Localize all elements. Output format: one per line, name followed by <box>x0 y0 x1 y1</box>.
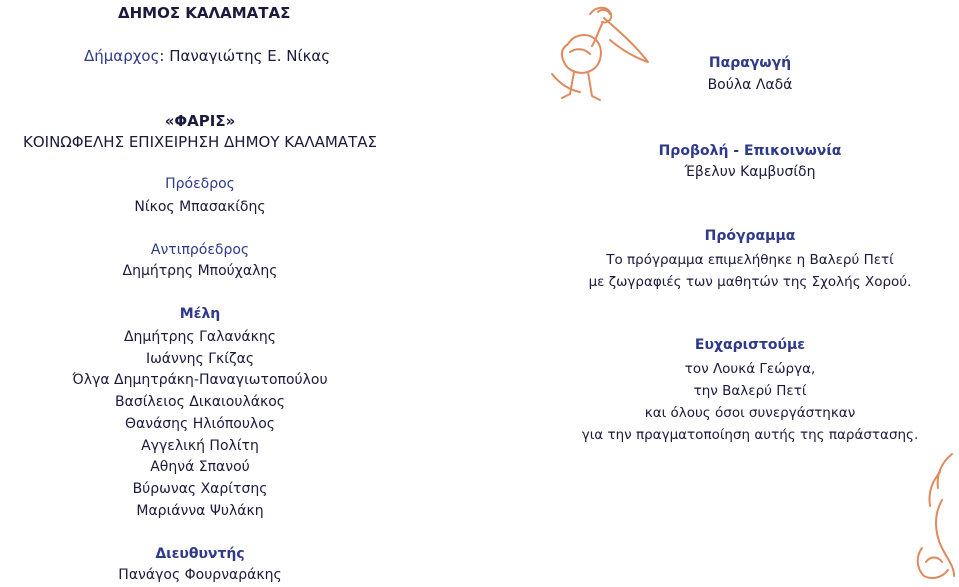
members-list <box>0 327 400 522</box>
director-label: Διευθυντής <box>155 546 245 562</box>
member-item: Θανάσης Ηλιόπουλος <box>125 415 275 432</box>
member-item: Ιωάννης Γκίζας <box>145 350 255 367</box>
president-name: Νίκος Μπασακίδης <box>134 199 266 215</box>
vice-president-label: Αντιπρόεδρος <box>150 242 250 258</box>
program-line: Το πρόγραμμα επιμελήθηκε η Βαλερύ Πετί <box>606 252 894 268</box>
promotion-name: Έβελυν Καμβυσίδη <box>684 164 816 180</box>
production-name: Βούλα Λαδά <box>707 77 793 93</box>
member-item: Αγγελική Πολίτη <box>141 437 259 454</box>
member-item: Μαριάννα Ψυλάκη <box>136 502 264 519</box>
member-item: Βύρωνας Χαρίτσης <box>132 480 268 497</box>
thanks-text <box>560 358 940 446</box>
thanks-line: και όλους όσοι συνεργάστηκαν <box>644 405 856 421</box>
sketch-fragment-icon <box>912 452 956 582</box>
program-label: Πρόγραμμα <box>704 228 796 244</box>
member-item: Αθηνά Σπανού <box>150 459 250 476</box>
thanks-line: την Βαλερύ Πετί <box>693 383 807 399</box>
promotion-label: Προβολή - Επικοινωνία <box>658 143 842 159</box>
mayor-name: : Παναγιώτης Ε. Νίκας <box>159 47 331 65</box>
vice-president-name: Δημήτρης Μπούχαλης <box>122 263 278 279</box>
org-name: «ΦΑΡΙΣ» <box>164 112 236 130</box>
program-line: με ζωγραφιές των μαθητών της Σχολής Χορού. <box>588 274 912 290</box>
municipality-title: ΔΗΜΟΣ ΚΑΛΑΜΑΤΑΣ <box>118 4 291 22</box>
members-label: Μέλη <box>179 306 221 322</box>
member-item: Δημήτρης Γαλανάκης <box>123 329 277 345</box>
mayor-line <box>84 47 330 65</box>
thanks-line: για την πραγματοποίηση αυτής της παράστασης. <box>581 427 919 443</box>
president-label: Πρόεδρος <box>165 176 235 192</box>
member-item: Βασίλειος Δικαιουλάκος <box>114 394 285 411</box>
production-label: Παραγωγή <box>708 55 792 71</box>
director-name: Πανάγος Φουρναράκης <box>118 567 282 583</box>
member-item: Όλγα Δημητράκη-Παναγιωτοπούλου <box>72 372 328 389</box>
thanks-line: τον Λουκά Γεώργα, <box>684 361 816 377</box>
thanks-label: Ευχαριστούμε <box>694 337 806 353</box>
mayor-label: Δήμαρχος <box>84 47 160 65</box>
program-text <box>560 249 940 293</box>
org-full-name: ΚΟΙΝΩΦΕΛΗΣ ΕΠΙΧΕΙΡΗΣΗ ΔΗΜΟΥ ΚΑΛΑΜΑΤΑΣ <box>23 133 377 151</box>
